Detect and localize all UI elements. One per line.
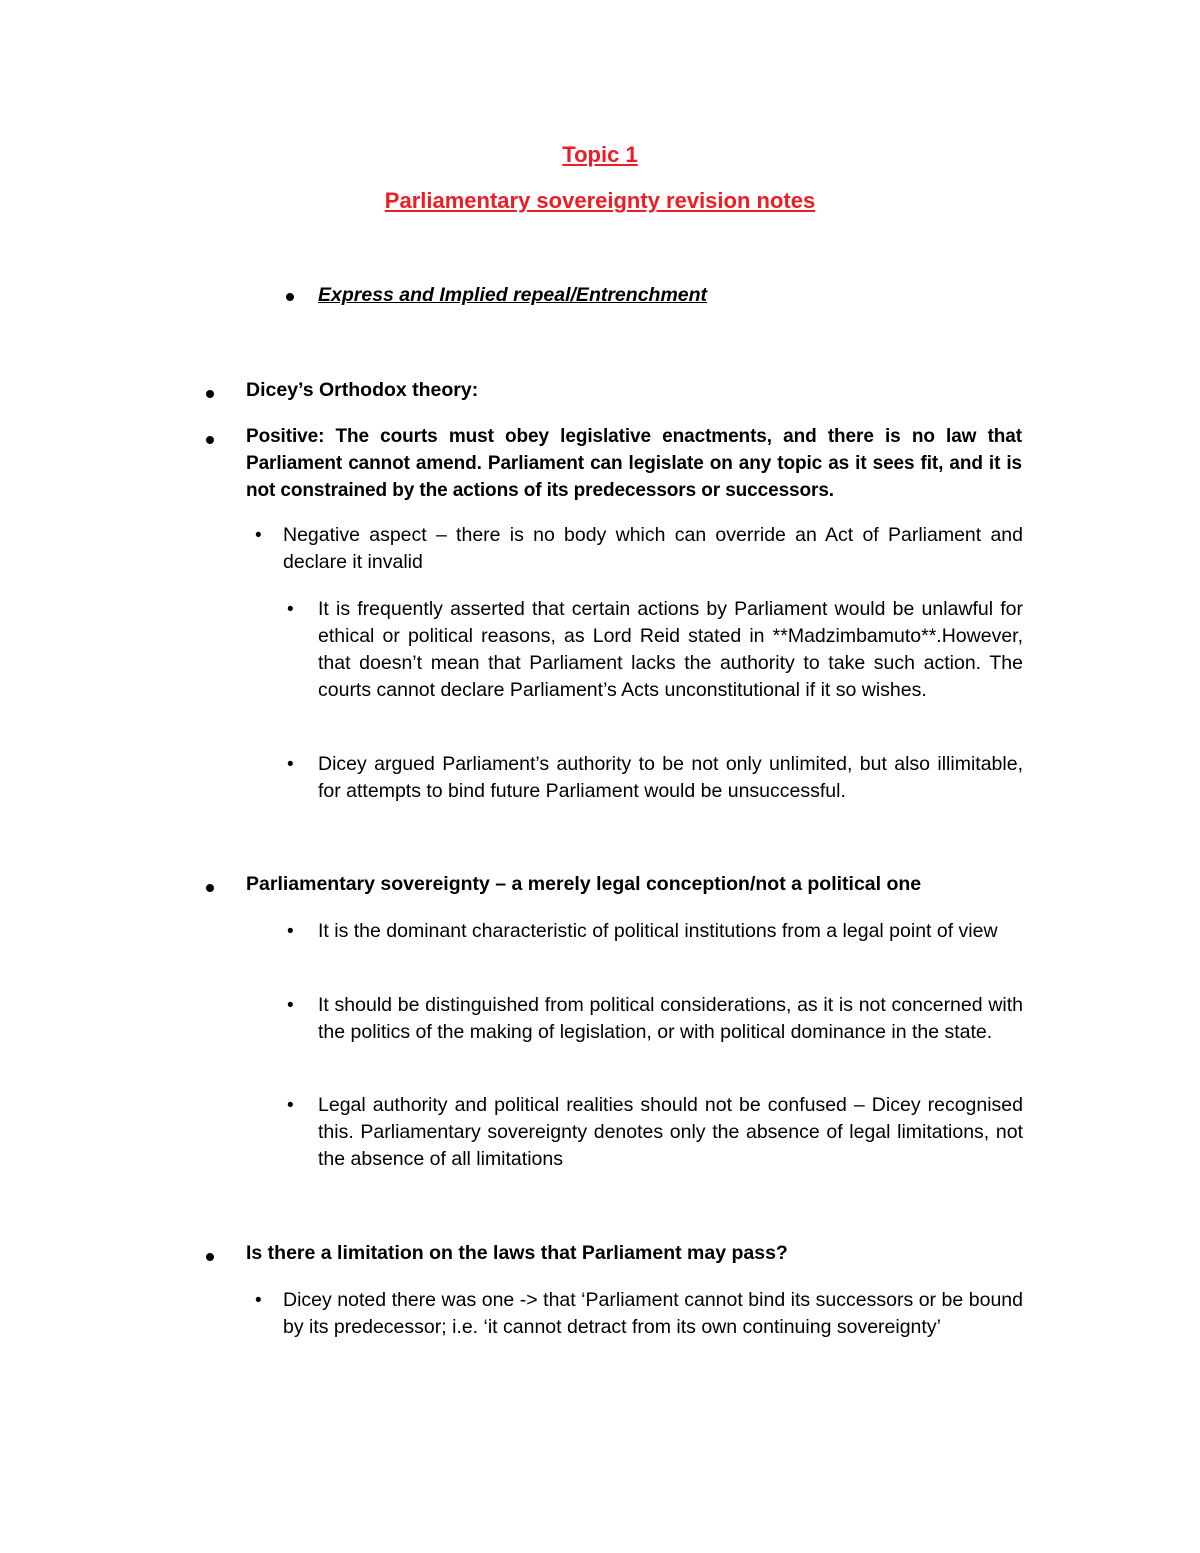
list-item-dicey-noted: Dicey noted there was one -> that ‘Parliament cannot bind its successors or be bound by its predecessor; i.e. ‘it cannot detract from its own continuing sovereignty’ <box>283 1289 1023 1338</box>
bullet-icon: • <box>255 525 262 546</box>
bullet-icon: • <box>287 995 294 1016</box>
list-item-positive: Positive: The courts must obey legislative enactments, and there is no law that Parliament cannot amend. Parliament can legislate on any topic as it sees fit, and it is not constrained by the actions of its predecessors or successors. <box>246 426 1022 501</box>
bullet-icon: • <box>287 754 294 775</box>
bullet-icon: • <box>287 1095 294 1116</box>
list-item-legal-conception: Parliamentary sovereignty – a merely legal conception/not a political one <box>246 873 922 895</box>
list-item-negative-aspect: Negative aspect – there is no body which can override an Act of Parliament and declare it invalid <box>283 524 1023 573</box>
bullet-icon: • <box>287 599 294 620</box>
bullet-icon: • <box>287 921 294 942</box>
list-item-frequently-asserted: It is frequently asserted that certain actions by Parliament would be unlawful for ethical or political reasons, as Lord Reid stated in **Madzimbamuto**.However, that doesn’t mean that Parliament lacks the authority to take such action. The courts cannot declare Parliament’s Acts unconstitutional if it so wishes. <box>318 598 1023 701</box>
list-item-limitation-question: Is there a limitation on the laws that Parliament may pass? <box>246 1242 788 1264</box>
list-item-dominant-characteristic: It is the dominant characteristic of political institutions from a legal point of view <box>318 920 998 942</box>
bullet-icon: • <box>255 1290 262 1311</box>
list-item-legal-authority: Legal authority and political realities should not be confused – Dicey recognised this. Parliamentary sovereignty denotes only the absence of legal limitations, not the absence of all limitations <box>318 1094 1023 1170</box>
list-item-dicey-argued: Dicey argued Parliament’s authority to be not only unlimited, but also illimitable, for attempts to bind future Parliament would be unsuccessful. <box>318 753 1023 802</box>
list-item-diceys-theory: Dicey’s Orthodox theory: <box>246 379 479 401</box>
list-item-distinguished: It should be distinguished from political considerations, as it is not concerned with the politics of the making of legislation, or with political dominance in the state. <box>318 994 1023 1043</box>
section-heading: Express and Implied repeal/Entrenchment <box>318 284 708 306</box>
page-title: Parliamentary sovereignty revision notes <box>384 188 816 213</box>
topic-heading: Topic 1 <box>562 142 638 167</box>
